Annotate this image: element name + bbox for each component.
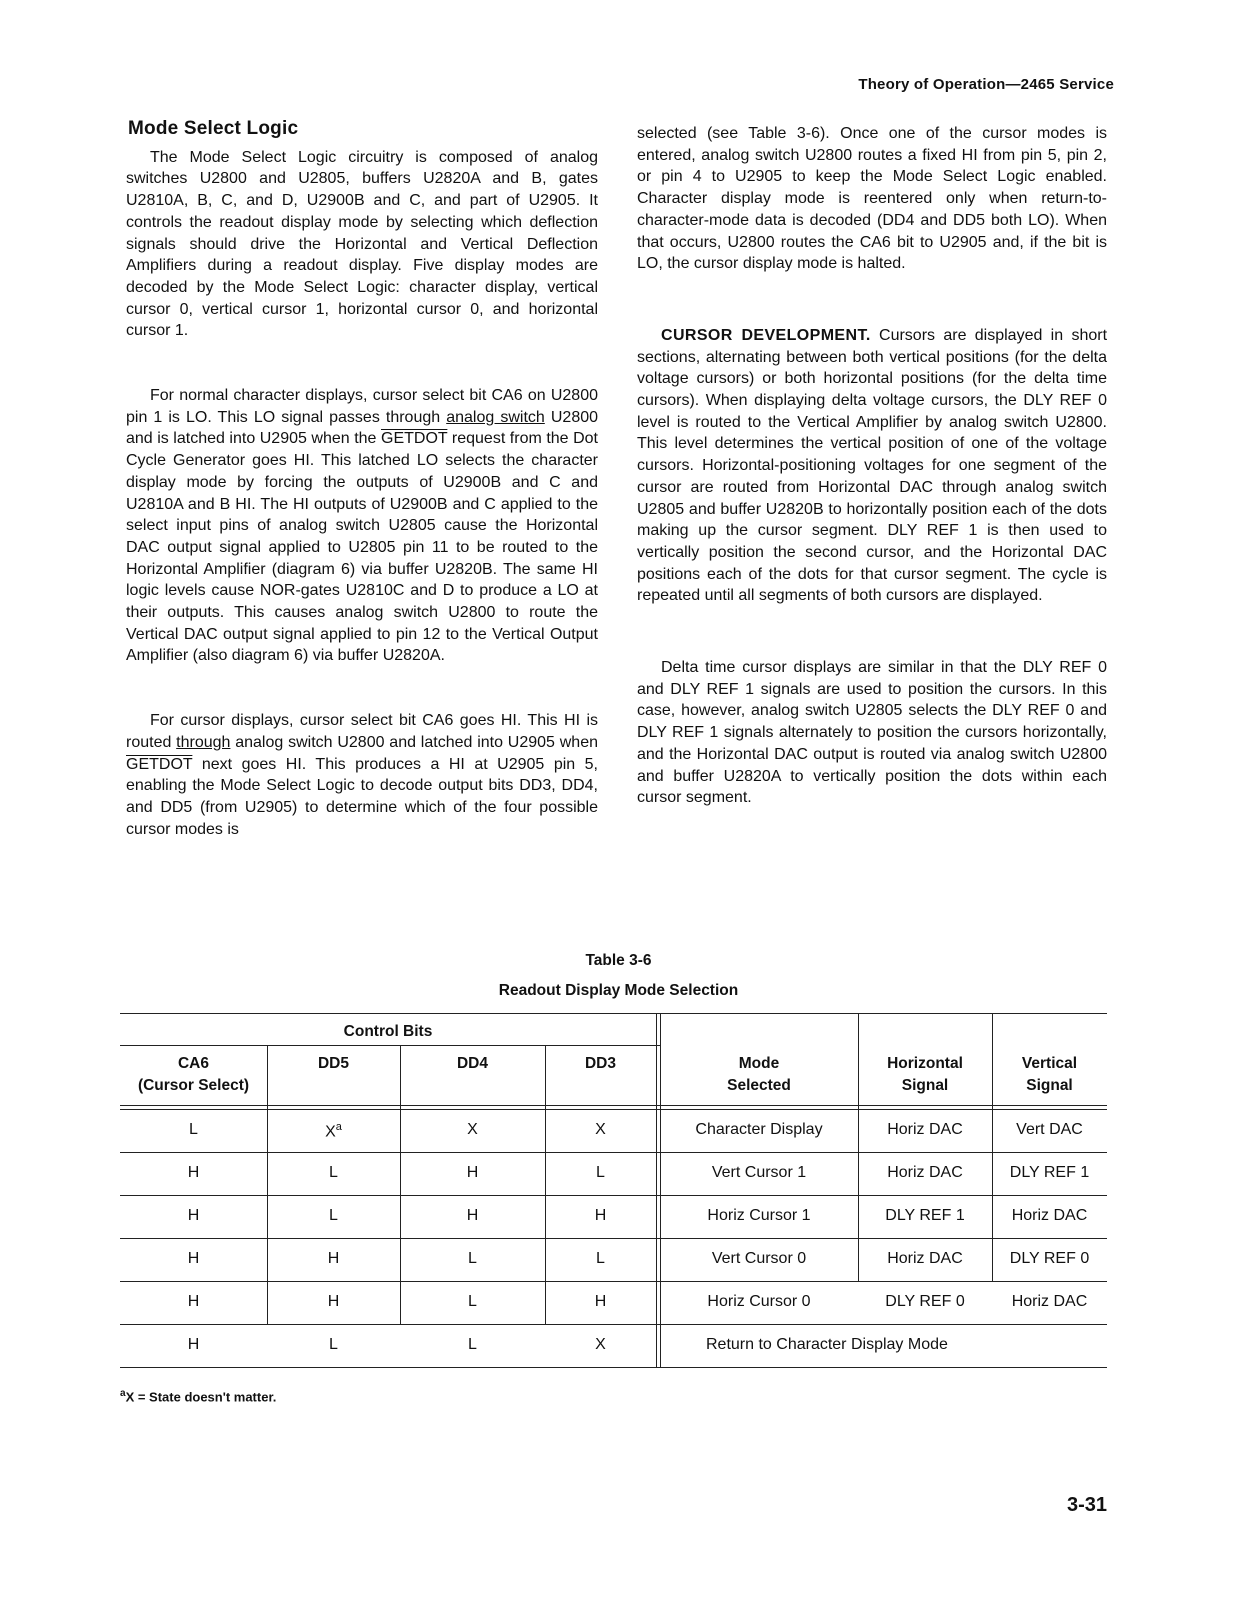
header-dd5: DD5 <box>317 1055 349 1072</box>
table-cell-mode: Vert Cursor 1 <box>711 1164 807 1181</box>
table-cell-horizontal: Horiz DAC <box>887 1121 963 1138</box>
getdot-signal: GETDOT <box>381 430 448 448</box>
table-cell-vertical: Horiz DAC <box>1011 1207 1088 1224</box>
paragraph-cursor-development: CURSOR DEVELOPMENT. Cursors are displayed in short sections, alternating between both vertical positions (for the delta voltage cursors) or both horizontal positions (for the delta time cursors). When displaying delta voltage cursors, the DLY REF 0 level is routed to the Vertical Amplifier by analog switch U2800. This level determines the vertical position of one of the voltage cursors. Horizontal-positioning voltages for one segment of the cursor are routed from Horizontal DAC through analog switch U2805 and buffer U2820B to horizontally position each of the dots making up the cursor segment. DLY REF 1 is then used to vertically position the second cursor, and the Horizontal DAC positions each of the dots for that cursor segment. The cycle is repeated until all segments of both cursors are displayed. <box>637 326 1108 605</box>
table-cell-vertical: DLY REF 1 <box>1009 1164 1090 1181</box>
table-cell-mode: Vert Cursor 0 <box>711 1250 807 1267</box>
right-column <box>637 123 1107 809</box>
paragraph-delta-time: Delta time cursor displays are similar in that the DLY REF 0 and DLY REF 1 signals are used to position the cursors. In this case, however, analog switch U2805 selects the DLY REF 0 and DLY REF 1 signals alternately to position the cursors horizontally, and the Horizontal DAC output is routed via analog switch U2800 and buffer U2820A to vertically position the dots within each cursor segment. <box>637 659 1107 807</box>
table-cell-dd3: X <box>595 1121 606 1138</box>
table-cell-horizontal: Horiz DAC <box>887 1164 963 1181</box>
table-cell-dd5: H <box>327 1250 340 1267</box>
table-footnote: $^a$X = State doesn't matter. <box>120 1388 277 1405</box>
table-title: Readout Display Mode Selection <box>498 982 739 999</box>
left-column <box>126 118 598 840</box>
table-cell-dd4: L <box>468 1293 477 1310</box>
table-cell-dd5: H <box>327 1293 340 1310</box>
table-cell-dd4: L <box>468 1336 477 1353</box>
mode-selection-table <box>120 1013 1107 1370</box>
header-mode-selected: Mode Selected <box>727 1055 791 1094</box>
table-cell-dd4: L <box>468 1250 477 1267</box>
paragraph-cursor-mode-continued: selected (see Table 3-6). Once one of the cursor modes is entered, analog switch U2800 routes a fixed HI from pin 5, pin 2, or pin 4 to U2905 to keep the Mode Select Logic enabled. Character display mode is reentered only when return-to-character-mode data is decoded (DD4 and DD5 both LO). When that occurs, U2800 routes the CA6 bit to U2905 and, if the bit is LO, the cursor display mode is halted. <box>637 125 1107 273</box>
section-heading: Mode Select Logic <box>128 118 299 139</box>
table-cell-dd4: X <box>467 1121 478 1138</box>
header-dd3: DD3 <box>584 1055 616 1072</box>
table-cell-dd3: X <box>595 1336 606 1353</box>
table-cell-dd3: L <box>596 1164 605 1181</box>
table-cell-horizontal: Horiz DAC <box>887 1250 963 1267</box>
table-cell-horizontal: DLY REF 0 <box>885 1293 965 1310</box>
table-cell-dd5: $X^a$ <box>325 1121 342 1141</box>
table-cell-vertical: DLY REF 0 <box>1009 1250 1090 1267</box>
table-cell-dd4: H <box>466 1207 479 1224</box>
table-cell-dd3: L <box>596 1250 605 1267</box>
table-cell-mode-return: Return to Character Display Mode <box>706 1336 948 1353</box>
table-cell-horizontal: DLY REF 1 <box>885 1207 965 1224</box>
table-cell-ca6: H <box>187 1293 200 1310</box>
table-cell-ca6: H <box>187 1207 200 1224</box>
header-ca6: CA6 (Cursor Select) <box>137 1055 250 1094</box>
page-number: 3-31 <box>1066 1494 1107 1516</box>
header-vertical-signal: Vertical Signal <box>1021 1055 1078 1094</box>
run-in-heading: CURSOR DEVELOPMENT. <box>661 326 871 344</box>
table-cell-mode: Horiz Cursor 1 <box>707 1207 811 1224</box>
table-cell-dd5: L <box>329 1336 338 1353</box>
table-cell-ca6: H <box>187 1164 200 1181</box>
header-horizontal-signal: Horizontal Signal <box>887 1055 963 1094</box>
table-cell-ca6: H <box>187 1336 200 1353</box>
table-cell-mode: Character Display <box>695 1121 823 1138</box>
table-cell-dd5: L <box>329 1164 338 1181</box>
table-cell-vertical: Horiz DAC <box>1011 1293 1088 1310</box>
table-cell-dd4: H <box>466 1164 479 1181</box>
running-head: Theory of Operation—2465 Service <box>858 76 1114 93</box>
table-number: Table 3-6 <box>585 952 652 969</box>
table-cell-ca6: L <box>189 1121 198 1138</box>
table-cell-dd3: H <box>594 1293 607 1310</box>
header-dd4: DD4 <box>456 1055 488 1072</box>
table-cell-dd3: H <box>594 1207 607 1224</box>
table-cell-ca6: H <box>187 1250 200 1267</box>
paragraph-cursor-displays: For cursor displays, cursor select bit CA6 goes HI. This HI is routed through analog switch U2800 and latched into U2905 when GETDOT next goes HI. This produces a HI at U2905 pin 5, enabling the Mode Select Logic to decode output bits DD3, DD4, and DD5 (from U2905) to determine which of the four possible cursor modes is <box>126 712 598 838</box>
table-cell-mode: Horiz Cursor 0 <box>707 1293 811 1310</box>
paragraph-mode-select-intro: The Mode Select Logic circuitry is composed of analog switches U2800 and U2805, buffers U2820A and B, gates U2810A, B, C, and D, U2900B and C, and part of U2905. It controls the readout display mode by selecting which deflection signals should drive the Horizontal and Vertical Deflection Amplifiers during a readout display. Five display modes are decoded by the Mode Select Logic: character display, vertical cursor 0, vertical cursor 1, horizontal cursor 0, and horizontal cursor 1. <box>126 148 598 340</box>
getdot-signal: GETDOT <box>126 755 193 773</box>
table-cell-dd5: L <box>329 1207 338 1224</box>
control-bits-header: Control Bits <box>343 1023 433 1040</box>
table-cell-vertical: Vert DAC <box>1016 1121 1083 1138</box>
paragraph-character-displays: For normal character displays, cursor select bit CA6 on U2800 pin 1 is LO. This LO signal passes through analog switch U2800 and is latched into U2905 when the GETDOT request from the Dot Cycle Generator goes HI. This latched LO selects the character display mode by forcing the outputs of U2900B and C and U2810A and B HI. The HI outputs of U2900B and C applied to the select input pins of analog switch U2805 cause the Horizontal DAC output signal applied to U2805 pin 11 to be routed to the Horizontal Amplifier (diagram 6) via buffer U2820B. The same HI logic levels cause NOR-gates U2810C and D to produce a LO at their outputs. This causes analog switch U2800 to route the Vertical DAC output signal applied to pin 12 to the Vertical Output Amplifier (also diagram 6) via buffer U2820A. <box>126 387 599 665</box>
